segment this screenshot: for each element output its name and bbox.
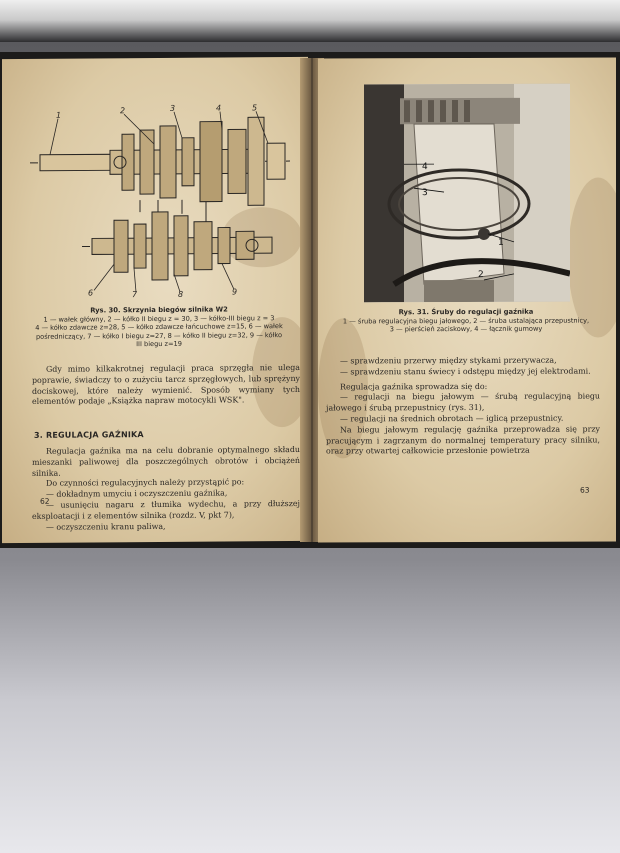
section-heading: 3. REGULACJA GAŹNIKA <box>34 430 144 440</box>
figure-callout: 4 <box>216 103 222 113</box>
list-item: — oczyszczeniu kranu paliwa, <box>46 521 166 532</box>
paragraph-text: Gdy mimo kilkakrotnej regulacji praca sprzęgła nie ulega poprawie, świadczy to o zużyciu tarcz sprzęgłowych, lub sprężyny dociskowej, które należy wymienić. Sposób wymiany tych elementów podaje „Książka napraw motocykli WSK". <box>32 362 300 407</box>
caption-line: III biegu z=19 <box>136 339 182 349</box>
carburetor-photo <box>364 84 570 303</box>
caption-line: 1 — śruba regulacyjna biegu jałowego, 2 — śruba ustalająca przepustnicy, <box>342 316 590 325</box>
right-page <box>318 57 616 542</box>
caption-line: pośredniczący, 7 — kółko I biegu z=27, 8 — kółko II biegu z=32, 9 — kółko <box>35 330 282 341</box>
paragraph-text: Regulacja gaźnika sprowadza się do: <box>340 381 488 392</box>
figure-caption <box>318 307 614 334</box>
page-number: 62 <box>40 496 50 506</box>
list-item: — regulacji na biegu jałowym — śrubą regulacyjną biegu jałowego i śrubą przepustnicy (rys. 31), <box>326 391 600 413</box>
figure-callout: 6 <box>88 288 94 298</box>
figure-callout: 9 <box>232 287 238 297</box>
paragraph <box>32 363 300 408</box>
paragraph-text: Na biegu jałowym regulację gaźnika przeprowadza się przy pracującym i zagrzanym do normalnej temperatury pracy silniku, oraz przy otwartej całkowicie przesłonie powietrza <box>326 424 600 456</box>
figure-callout: 7 <box>132 290 138 300</box>
figure-callout: 5 <box>252 103 258 113</box>
body-text <box>32 445 300 533</box>
photo-label: 2 <box>478 269 484 280</box>
photo-label: 4 <box>422 162 428 173</box>
photo-label: 1 <box>498 237 504 248</box>
photo-label: 3 <box>422 188 428 199</box>
gearbox-diagram <box>22 103 300 301</box>
background-top <box>0 0 620 42</box>
figure-caption <box>14 305 304 350</box>
paragraph-text: Do czynności regulacyjnych należy przystąpić po: <box>46 477 245 489</box>
open-book <box>0 52 620 548</box>
carburetor-illustration <box>364 84 570 303</box>
caption-line: 4 — kółko zdawcze z=28, 5 — kółko zdawcze łańcuchowe z=15, 6 — wałek <box>35 322 283 332</box>
page-number: 63 <box>580 485 590 495</box>
list-item: — usunięciu nagaru z tłumika wydechu, a przy dłuższej eksploatacji i z elementów silnika (rozdz. V, pkt 7), <box>32 498 300 521</box>
list-item: — dokładnym umyciu i oczyszczeniu gaźnika, <box>46 488 228 499</box>
paragraph-text: Regulacja gaźnika ma na celu dobranie optymalnego składu mieszanki paliwowej dla poszczególnych obrotów i obciążeń silnika. <box>32 444 300 478</box>
list-item: — regulacji na średnich obrotach — iglicą przepustnicy. <box>340 413 564 424</box>
left-page <box>2 57 308 543</box>
figure-callout: 1 <box>56 110 62 120</box>
caption-line: 3 — pierścień zaciskowy, 4 — łącznik gumowy <box>389 324 543 334</box>
body-text <box>326 356 600 458</box>
figure-callout: 2 <box>120 106 126 116</box>
caption-title: Rys. 31. Śruby do regulacji gaźnika <box>398 307 534 317</box>
caption-line: 1 — wałek główny, 2 — kółko II biegu z = 30, 3 — kółko-III biegu z = 3 <box>43 313 275 324</box>
figure-callout: 8 <box>178 289 184 299</box>
figure-callout: 3 <box>170 103 176 113</box>
caption-title: Rys. 30. Skrzynia biegów silnika W2 <box>90 305 228 315</box>
list-item: — sprawdzeniu przerwy między stykami przerywacza, <box>340 355 557 366</box>
list-item: — sprawdzeniu stanu świecy i odstępu między jej elektrodami. <box>340 366 591 377</box>
